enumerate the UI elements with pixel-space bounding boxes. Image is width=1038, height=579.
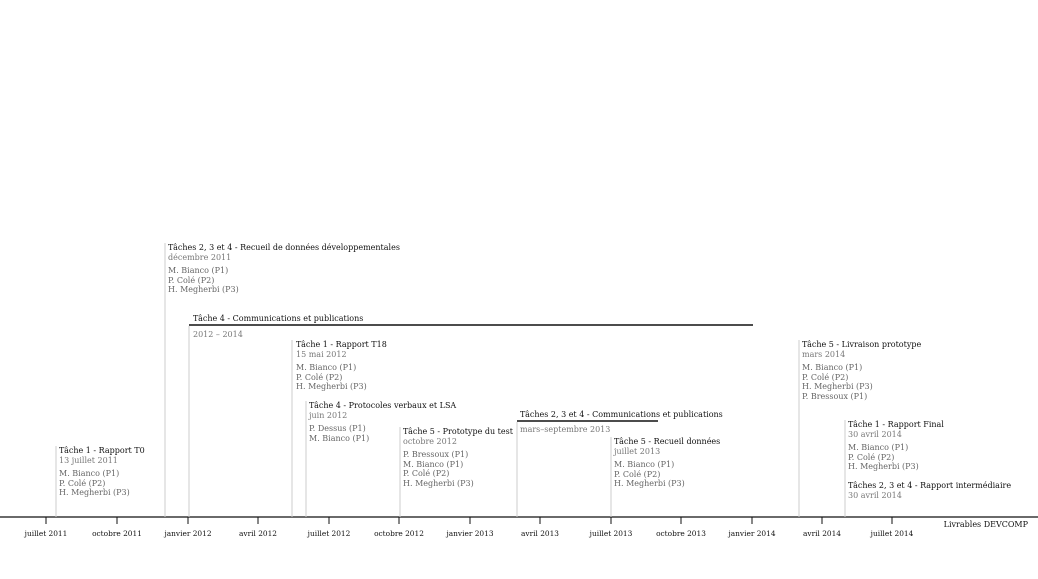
tick-label: janvier 2013: [446, 529, 494, 538]
event-communications-2012-2014: [193, 314, 363, 339]
event-date: 30 avril 2014: [848, 490, 902, 500]
event-rapport-final: [848, 420, 944, 472]
event-date: 13 juillet 2011: [59, 455, 118, 465]
event-title: Tâche 4 - Communications et publications: [193, 314, 364, 323]
event-date: 30 avril 2014: [848, 429, 902, 439]
event-person: P. Colé (P2): [296, 372, 343, 382]
tick-label: octobre 2012: [374, 529, 424, 538]
event-title: Tâche 5 - Recueil données: [614, 437, 721, 446]
event-recueil-donnees: [614, 437, 720, 489]
event-date: juillet 2013: [614, 446, 661, 456]
event-person: P. Colé (P2): [614, 469, 661, 479]
event-person: P. Colé (P2): [403, 469, 450, 478]
event-person: P. Bressoux (P1): [802, 391, 868, 401]
tick-label: juillet 2012: [307, 529, 351, 538]
event-person: H. Megherbi (P3): [403, 478, 474, 488]
tick-label: octobre 2013: [656, 529, 706, 538]
event-date: 15 mai 2012: [296, 349, 347, 359]
event-person: M. Bianco (P1): [614, 460, 675, 469]
event-person: M. Bianco (P1): [59, 469, 120, 478]
event-livraison-prototype: [802, 340, 921, 401]
event-title: Tâches 2, 3 et 4 - Communications et publications: [520, 410, 723, 419]
tick-label: avril 2014: [803, 529, 841, 538]
event-date: décembre 2011: [168, 252, 232, 262]
tick-label: janvier 2014: [728, 529, 776, 538]
event-person: M. Bianco (P1): [296, 363, 357, 372]
event-person: M. Bianco (P1): [168, 266, 229, 275]
tick-label: avril 2013: [521, 529, 559, 538]
event-title: Tâche 1 - Rapport T18: [296, 340, 387, 349]
event-person: H. Megherbi (P3): [614, 479, 685, 488]
event-rapport-t0: [59, 446, 145, 498]
event-prototype-test: [403, 427, 513, 488]
event-title: Tâches 2, 3 et 4 - Rapport intermédiaire: [848, 481, 1012, 490]
event-person: M. Bianco (P1): [848, 443, 909, 452]
event-title: Tâche 1 - Rapport T0: [59, 446, 145, 455]
tick-label: juillet 2013: [589, 529, 633, 538]
event-communications-2013: [520, 410, 723, 434]
event-person: H. Megherbi (P3): [802, 382, 873, 391]
tick-label: janvier 2012: [164, 529, 212, 538]
event-person: P. Colé (P2): [59, 478, 106, 488]
tick-label: juillet 2014: [870, 529, 914, 538]
event-rapport-intermediaire: [848, 481, 1011, 500]
event-recueil-donnees-dev: [168, 243, 400, 295]
event-title: Tâche 4 - Protocoles verbaux et LSA: [309, 401, 457, 410]
event-title: Tâche 1 - Rapport Final: [848, 420, 944, 429]
event-person: M. Bianco (P1): [403, 459, 464, 469]
axis-title: Livrables DEVCOMP: [943, 520, 1028, 529]
event-person: P. Colé (P2): [802, 372, 849, 382]
event-title: Tâches 2, 3 et 4 - Recueil de données développementales: [168, 243, 400, 252]
event-title: Tâche 5 - Prototype du test: [403, 427, 513, 436]
event-title: Tâche 5 - Livraison prototype: [802, 340, 922, 349]
event-date: 2012 – 2014: [193, 329, 243, 339]
event-person: M. Bianco (P1): [309, 433, 370, 443]
event-person: H. Megherbi (P3): [296, 382, 367, 391]
event-date: mars–septembre 2013: [520, 424, 611, 434]
event-rapport-t18: [296, 340, 387, 392]
event-person: H. Megherbi (P3): [168, 285, 239, 294]
event-person: M. Bianco (P1): [802, 363, 863, 372]
event-person: H. Megherbi (P3): [848, 462, 919, 471]
event-person: H. Megherbi (P3): [59, 488, 130, 497]
tick-label: octobre 2011: [92, 529, 142, 538]
event-date: octobre 2012: [403, 436, 457, 446]
event-date: mars 2014: [802, 349, 846, 359]
event-person: P. Bressoux (P1): [403, 450, 469, 459]
tick-label: juillet 2011: [24, 529, 68, 538]
event-person: P. Colé (P2): [848, 452, 895, 462]
event-date: juin 2012: [309, 410, 348, 420]
event-person: P. Colé (P2): [168, 275, 215, 285]
tick-label: avril 2012: [239, 529, 277, 538]
event-person: P. Dessus (P1): [309, 424, 366, 433]
